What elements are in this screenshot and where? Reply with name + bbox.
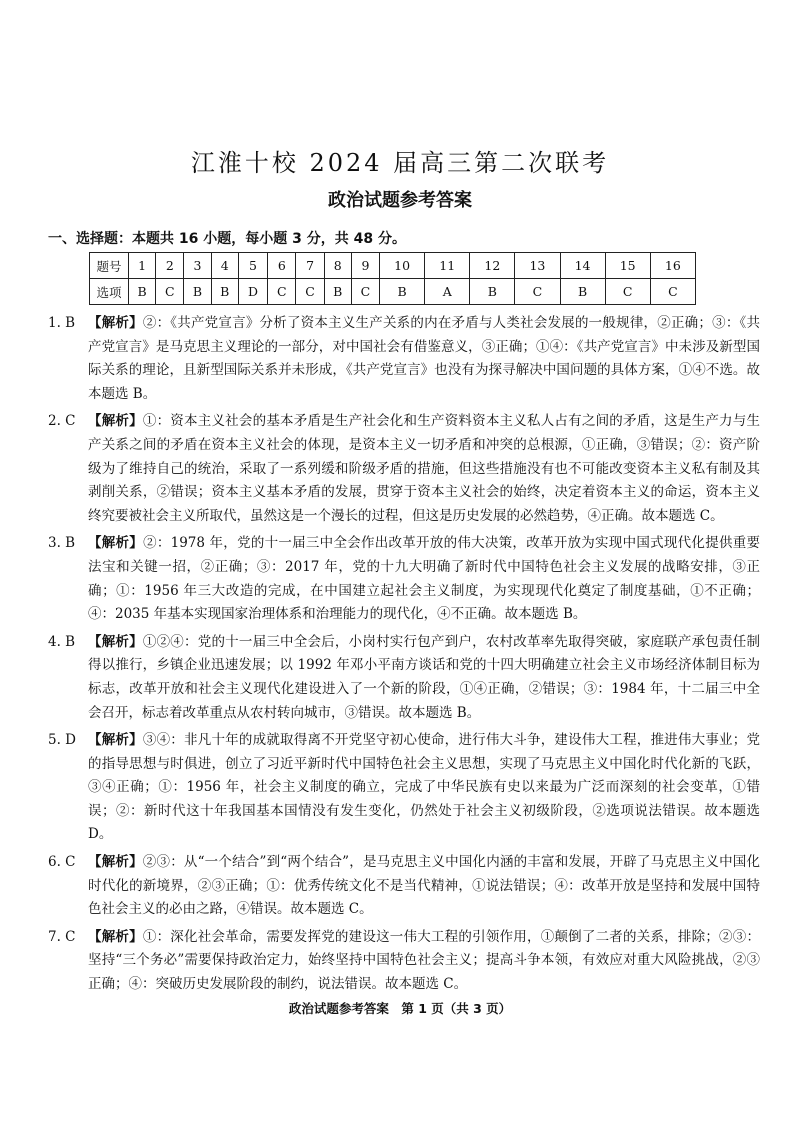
answer-choice-cell: C <box>351 279 379 305</box>
page-footer: 政治试题参考答案 第 1 页（共 3 页） <box>288 1001 512 1016</box>
question-number-cell: 8 <box>324 253 351 279</box>
question-number-cell: 7 <box>296 253 324 279</box>
question-answer-label: 3. B <box>48 535 76 552</box>
question-answer-label: 4. B <box>48 633 76 650</box>
explanation-text: ②：《共产党宣言》分析了资本主义生产关系的内在矛盾与人类社会发展的一般规律，②正确；③：《共产党宣言》是马克思主义理论的一部分，对中国社会有借鉴意义，③正确；①④：《共产党宣言》中未涉及新型国际关系的理论，且新型国际关系并未形成，《共产党宣言》也没有为探寻解决中国问题的具体方案，①④不选。故本题选 B。 <box>88 315 761 402</box>
answer-choice-cell: B <box>324 279 351 305</box>
explanation-item <box>48 631 760 725</box>
answer-choice-cell: C <box>605 279 650 305</box>
analysis-tag: 【解析】 <box>88 928 143 945</box>
answer-choice-cell: C <box>296 279 324 305</box>
explanation-item <box>48 851 760 922</box>
answer-choice-cell: C <box>650 279 695 305</box>
question-answer-label: 6. C <box>48 854 76 871</box>
explanation-body <box>88 532 760 626</box>
document-title: 江淮十校 2024 届高三第二次联考 <box>190 149 610 177</box>
answer-choice-cell: B <box>470 279 515 305</box>
question-number-cell: 16 <box>650 253 695 279</box>
explanation-item <box>48 532 760 626</box>
question-number-cell: 3 <box>184 253 211 279</box>
answer-choice-cell: A <box>425 279 470 305</box>
analysis-tag: 【解析】 <box>88 854 143 871</box>
row-label-number: 题号 <box>90 253 129 279</box>
explanation-list <box>48 312 760 1001</box>
answer-choice-cell: B <box>380 279 425 305</box>
question-answer-label: 2. C <box>48 413 76 430</box>
question-number-cell: 1 <box>129 253 156 279</box>
explanation-text: ①：资本主义社会的基本矛盾是生产社会化和生产资料资本主义私人占有之间的矛盾，这是生产力与生产关系之间的矛盾在资本主义社会的体现，是资本主义一切矛盾和冲突的总根源，①正确，③错误；②：资产阶级为了维持自己的统治，采取了一系列缓和阶级矛盾的措施，但这些措施没有也不可能改变资本主义私有制及其剥削关系，②错误；资本主义基本矛盾的发展，贯穿于资本主义社会的始终，决定着资本主义的命运，资本主义终究要被社会主义所取代，虽然这是一个漫长的过程，但这是历史发展的必然趋势，④正确。故本题选 C。 <box>88 413 760 524</box>
explanation-text: ③④：非凡十年的成就取得离不开党坚守初心使命，进行伟大斗争，建设伟大工程，推进伟大事业；党的指导思想与时俱进，创立了习近平新时代中国特色社会主义思想，实现了马克思主义中国化时代化新的飞跃，③④正确；①：1956 年，社会主义制度的确立，完成了中华民族有史以来最为广泛而深刻的社会变革，①错误；②：新时代这十年我国基本国情没有发生变化，仍然处于社会主义初级阶段，②选项说法错误。故本题选 D。 <box>88 732 760 843</box>
answer-choice-cell: C <box>268 279 296 305</box>
explanation-body <box>88 926 760 997</box>
explanation-item <box>48 410 760 528</box>
question-number-cell: 12 <box>470 253 515 279</box>
answer-choice-cell: C <box>156 279 184 305</box>
explanation-text: ②：1978 年，党的十一届三中全会作出改革开放的伟大决策，改革开放为实现中国式现代化提供重要法宝和关键一招，②正确；③：2017 年，党的十九大明确了新时代中国特色社会主义发展的战略安排，③正确；①：1956 年三大改造的完成，在中国建立起社会主义制度，为实现现代化奠定了制度基础，①不正确；④：2035 年基本实现国家治理体系和治理能力的现代化，④不正确。故本题选 B。 <box>88 535 760 623</box>
analysis-tag: 【解析】 <box>88 315 143 331</box>
answer-choice-cell: D <box>238 279 267 305</box>
explanation-text: ①②④：党的十一届三中全会后，小岗村实行包产到户，农村改革率先取得突破，家庭联产承包责任制得以推行，乡镇企业迅速发展；以 1992 年邓小平南方谈话和党的十四大明确建立社会主义市场经济体制目标为标志，改革开放和社会主义现代化建设进入了一个新的阶段，①④正确，②错误；③：1984 年，十二届三中全会召开，标志着改革重点从农村转向城市，③错误。故本题选 B。 <box>88 633 760 721</box>
explanation-body <box>88 312 760 406</box>
question-number-cell: 4 <box>211 253 238 279</box>
analysis-tag: 【解析】 <box>88 633 143 650</box>
analysis-tag: 【解析】 <box>88 413 143 430</box>
explanation-body <box>88 631 760 725</box>
question-number-cell: 13 <box>515 253 560 279</box>
answer-choice-cell: B <box>184 279 211 305</box>
answer-choice-row <box>90 279 696 305</box>
question-number-cell: 5 <box>238 253 267 279</box>
question-number-cell: 2 <box>156 253 184 279</box>
question-answer-label: 1. B <box>48 315 76 331</box>
question-number-row <box>90 253 696 279</box>
document-subtitle: 政治试题参考答案 <box>328 190 472 211</box>
answer-table <box>89 252 696 305</box>
question-number-cell: 10 <box>380 253 425 279</box>
explanation-text: ②③：从“一个结合”到“两个结合”，是马克思主义中国化内涵的丰富和发展，开辟了马克思主义中国化时代化的新境界，②③正确；①：优秀传统文化不是当代精神，①说法错误；④：改革开放是坚持和发展中国特色社会主义的必由之路，④错误。故本题选 C。 <box>88 854 761 918</box>
answer-choice-cell: B <box>129 279 156 305</box>
answer-choice-cell: C <box>515 279 560 305</box>
question-answer-label: 7. C <box>48 928 76 945</box>
explanation-item <box>48 926 760 997</box>
question-number-cell: 11 <box>425 253 470 279</box>
analysis-tag: 【解析】 <box>88 535 144 552</box>
explanation-text: ①：深化社会革命，需要发挥党的建设这一伟大工程的引领作用，①颠倒了二者的关系，排除；②③：坚持“三个务必”需要保持政治定力，始终坚持中国特色社会主义；提高斗争本领，有效应对重大风险挑战，②③正确；④：突破历史发展阶段的制约，说法错误。故本题选 C。 <box>88 928 760 993</box>
explanation-body <box>88 729 760 847</box>
analysis-tag: 【解析】 <box>88 732 143 749</box>
explanation-body <box>88 851 760 922</box>
question-number-cell: 14 <box>560 253 605 279</box>
explanation-item <box>48 312 760 406</box>
answer-choice-cell: B <box>560 279 605 305</box>
question-answer-label: 5. D <box>48 732 76 749</box>
question-number-cell: 6 <box>268 253 296 279</box>
question-number-cell: 15 <box>605 253 650 279</box>
row-label-choice: 选项 <box>90 279 129 305</box>
question-number-cell: 9 <box>351 253 379 279</box>
answer-choice-cell: B <box>211 279 238 305</box>
explanation-item <box>48 729 760 847</box>
section-heading: 一、选择题：本题共 16 小题，每小题 3 分，共 48 分。 <box>48 231 406 247</box>
explanation-body <box>88 410 760 528</box>
